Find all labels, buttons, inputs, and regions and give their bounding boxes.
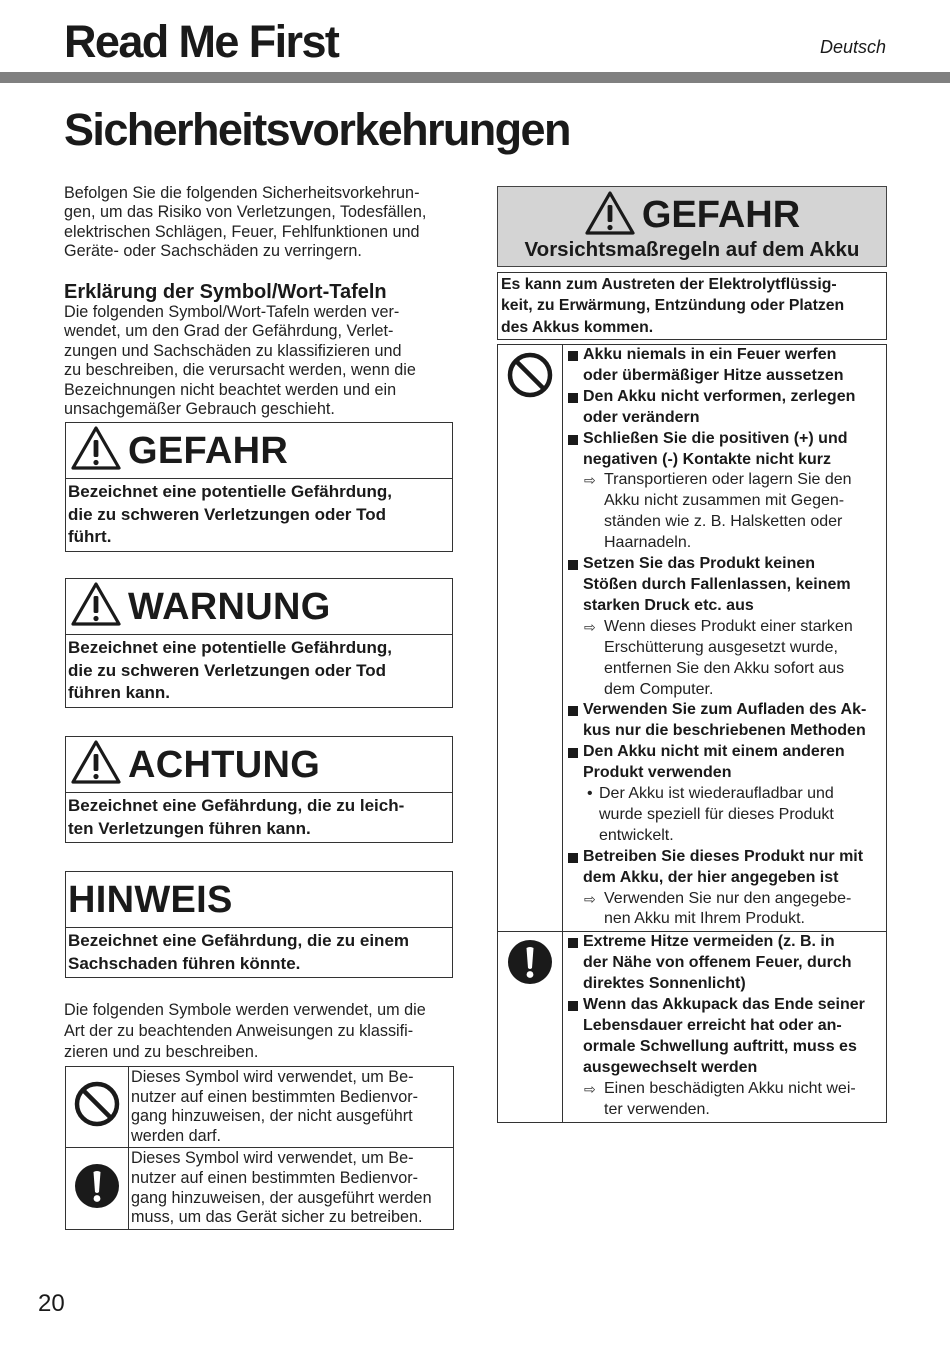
text-line: des Akkus kommen. [501,318,654,336]
signal-box-header [66,579,452,635]
rule-item [567,554,884,617]
note-item [567,617,884,701]
text-line: führt. [68,527,112,547]
text-line: keit, zu Erwärmung, Entzündung oder Platzen [501,297,845,315]
text-line: Akku nicht zusammen mit Gegen- [604,492,845,510]
text-line: Die folgenden Symbol/Wort-Tafeln werden ver- [64,303,400,321]
signal-description [66,635,452,707]
text-line: führen kann. [68,683,171,703]
warning-triangle-icon [70,425,122,476]
square-bullet-icon [568,393,578,403]
text-line: Lebensdauer erreicht hat oder an- [583,1017,842,1034]
text-line: gen, um das Risiko von Verletzungen, Todesfällen, [64,203,427,222]
text-line: Befolgen Sie die folgenden Sicherheitsvorkehrun- [64,184,420,202]
square-bullet-icon [568,435,578,445]
text-line: oder übermäßiger Hitze aussetzen [583,366,844,384]
battery-hazard-summary [497,272,887,340]
rule-item [567,932,884,995]
banner-title-row [498,190,886,240]
text-line: ausgewechselt werden [583,1058,758,1076]
rule-item [567,995,884,1079]
signal-word: ACHTUNG [128,743,321,786]
arrow-right-icon: ⇨ [584,618,596,635]
signal-box-gefahr [65,422,453,552]
mandatory-action-icon [73,1196,121,1214]
rules-list [563,932,887,1122]
square-bullet-icon [568,748,578,758]
table-row [498,932,887,1122]
symbol-description [129,1148,454,1229]
text-line: zu beschreiben, die verursacht werden, wenn die [64,361,416,380]
signal-description [66,928,452,977]
battery-rules-table [497,344,887,1123]
text-line: Verwenden Sie nur den angegebe- [604,889,852,907]
text-line: Haarnadeln. [604,534,692,552]
text-line: Betreiben Sie dieses Produkt nur mit [583,847,864,865]
bullet-dot-icon: • [587,785,593,803]
text-line: Verwenden Sie zum Aufladen des Ak- [583,701,867,719]
rule-item [567,742,884,784]
text-line: Sachschaden führen könnte. [68,953,301,973]
symbols-intro-paragraph [64,1000,459,1063]
text-line: Wenn dieses Produkt einer starken [604,617,853,635]
bullet-item [567,784,884,847]
text-line: Bezeichnet eine Gefährdung, die zu leich- [68,796,405,815]
table-row [66,1067,454,1148]
text-line: Transportieren oder lagern Sie den [604,471,852,489]
header-divider-bar [0,72,950,83]
text-line: wurde speziell für dieses Produkt [599,805,834,823]
text-line: negativen (-) Kontakte nicht kurz [583,450,832,468]
text-line: ter verwenden. [604,1100,710,1118]
rules-list [563,345,887,932]
text-line: Akku niemals in ein Feuer werfen [583,346,837,363]
page-title: Sicherheitsvorkehrungen [64,104,570,155]
rule-item [567,847,884,889]
text-line: Bezeichnungen nicht beachtet werden und ein [64,380,397,399]
text-line: Es kann zum Austreten der Elektrolytflüssig- [501,276,837,293]
symbol-description [129,1067,454,1148]
prohibition-icon [506,386,554,403]
text-line: gang hinzuweisen, der ausgeführt werden [131,1188,432,1207]
text-line: werden darf. [131,1126,221,1145]
table-row [498,345,887,932]
text-line: ten Verletzungen führen kann. [68,818,311,838]
signal-word: GEFAHR [128,429,289,472]
square-bullet-icon [568,351,578,361]
note-item [567,889,884,931]
text-line: elektrischen Schlägen, Feuer, Fehlfunktionen und [64,222,420,241]
text-line: Bezeichnet eine potentielle Gefährdung, [68,482,392,501]
text-line: Erschütterung ausgesetzt wurde, [604,638,838,656]
text-line: Setzen Sie das Produkt keinen [583,555,816,573]
symbol-cell [66,1067,129,1148]
note-item [567,1079,884,1121]
text-line: ständen wie z. B. Halsketten oder [604,513,843,531]
signal-box-header [66,423,452,479]
signal-box-header [66,872,452,928]
signal-box-hinweis [65,871,453,978]
banner-subtitle: Vorsichtsmaßregeln auf dem Akku [524,238,860,261]
text-line: Die folgenden Symbole werden verwendet, um die [64,1001,426,1019]
text-line: gang hinzuweisen, der nicht ausgeführt [131,1107,413,1126]
text-line: dem Computer. [604,680,714,698]
text-line: nutzer auf einen bestimmten Bedienvor- [131,1087,419,1106]
text-line: die zu schweren Verletzungen oder Tod [68,504,387,524]
text-line: muss, um das Gerät sicher zu betreiben. [131,1208,423,1227]
rule-item [567,700,884,742]
text-line: Extreme Hitze vermeiden (z. B. in [583,933,835,951]
text-line: entwickelt. [599,826,674,844]
text-line: zieren und zu beschreiben. [64,1043,259,1061]
mandatory-action-icon [506,973,554,990]
symbol-cell [498,932,563,1122]
text-line: direktes Sonnenlicht) [583,975,746,993]
text-line: Den Akku nicht mit einem anderen [583,743,845,761]
signal-box-warnung [65,578,453,708]
text-line: zungen und Sachschäden zu klassifizieren und [64,341,402,360]
text-line: Der Akku ist wiederaufladbar und [599,785,834,803]
rule-item [567,429,884,471]
text-line: Stößen durch Fallenlassen, keinem [583,575,851,593]
arrow-right-icon: ⇨ [584,1080,596,1097]
arrow-right-icon: ⇨ [584,890,596,907]
symbol-legend-table [65,1066,454,1230]
warning-triangle-icon [584,190,636,241]
section-paragraph [64,303,459,419]
header-title: Read Me First [64,16,339,67]
signal-word: HINWEIS [68,878,233,921]
text-line: nutzer auf einen bestimmten Bedienvor- [131,1168,419,1187]
text-line: Produkt verwenden [583,764,732,782]
text-line: oder verändern [583,408,700,426]
signal-box-header [66,737,452,793]
rule-item [567,345,884,387]
text-line: der Nähe von offenem Feuer, durch [583,954,852,972]
text-line: entfernen Sie den Akku sofort aus [604,659,845,677]
text-line: Den Akku nicht verformen, zerlegen [583,387,856,405]
square-bullet-icon [568,853,578,863]
square-bullet-icon [568,1001,578,1011]
text-line: Bezeichnet eine potentielle Gefährdung, [68,638,392,657]
square-bullet-icon [568,706,578,716]
note-item [567,470,884,554]
page-number: 20 [38,1290,65,1317]
battery-danger-banner [497,186,887,267]
symbol-cell [498,345,563,932]
symbol-cell [66,1148,129,1229]
intro-paragraph [64,184,459,262]
signal-box-achtung [65,736,453,843]
signal-word: WARNUNG [128,585,331,628]
text-line: wendet, um den Grad der Gefährdung, Verlet- [64,322,394,341]
text-line: die zu schweren Verletzungen oder Tod [68,660,387,680]
square-bullet-icon [568,938,578,948]
language-label: Deutsch [819,37,886,57]
text-line: dem Akku, der hier angegeben ist [583,868,839,886]
text-line: unsachgemäßer Gebrauch geschieht. [64,400,335,419]
rule-item [567,387,884,429]
text-line: ormale Schwellung auftritt, muss es [583,1037,857,1055]
section-heading: Erklärung der Symbol/Wort-Tafeln [64,281,387,303]
square-bullet-icon [568,560,578,570]
text-line: Dieses Symbol wird verwendet, um Be- [131,1068,414,1086]
warning-triangle-icon [70,581,122,632]
arrow-right-icon: ⇨ [584,472,596,489]
text-line: Einen beschädigten Akku nicht wei- [604,1079,856,1097]
text-line: Dieses Symbol wird verwendet, um Be- [131,1149,414,1168]
table-row [66,1148,454,1229]
text-line: Wenn das Akkupack das Ende seiner [583,996,865,1014]
text-line: Art der zu beachtenden Anweisungen zu klassifi- [64,1022,414,1040]
text-line: starken Druck etc. aus [583,596,754,614]
warning-triangle-icon [70,739,122,790]
text-line: Bezeichnet eine Gefährdung, die zu einem [68,931,410,950]
text-line: kus nur die beschriebenen Methoden [583,722,866,740]
text-line: nen Akku mit Ihrem Produkt. [604,910,805,928]
text-line: Geräte- oder Sachschäden zu verringern. [64,242,362,261]
text-line: Schließen Sie die positiven (+) und [583,429,848,447]
signal-word: GEFAHR [641,194,801,236]
signal-description [66,479,452,551]
signal-description [66,793,452,842]
prohibition-icon [73,1114,121,1132]
